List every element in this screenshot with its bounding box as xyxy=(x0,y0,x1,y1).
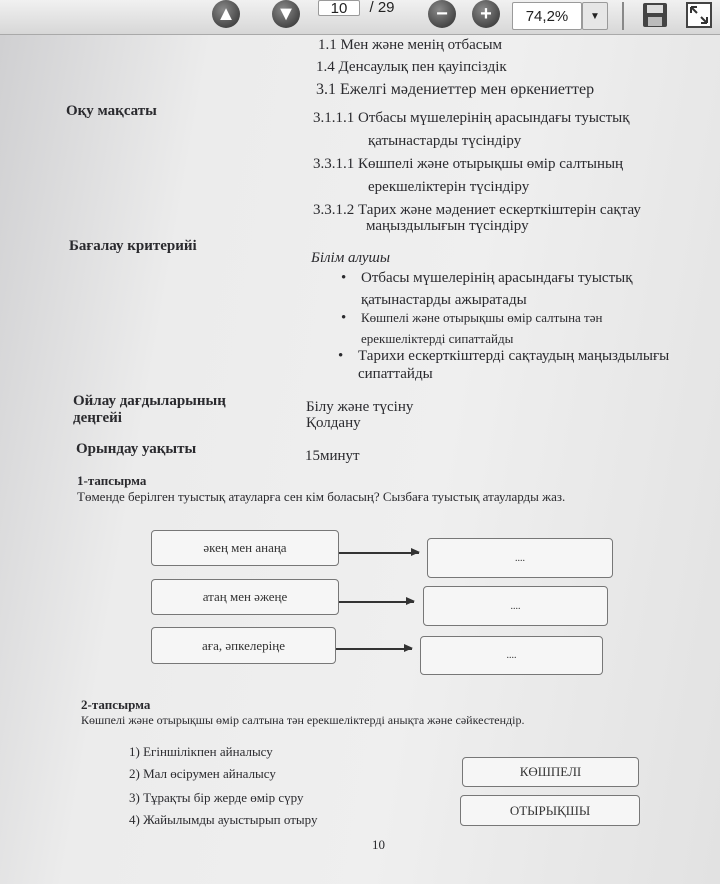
criteria-bullet xyxy=(361,270,633,287)
task2-title: 2-тапсырма xyxy=(81,697,151,712)
separator xyxy=(622,2,624,30)
task2-item: 2) Мал өсірумен айналысу xyxy=(129,766,276,781)
criteria-label: Бағалау критерийі xyxy=(69,238,197,254)
minus-icon: − xyxy=(436,2,448,25)
criteria-bullet xyxy=(361,310,602,326)
zoom-value: 74,2% xyxy=(525,7,569,25)
next-page-button[interactable] xyxy=(272,0,300,28)
kinship-answer-box[interactable] xyxy=(427,538,613,578)
task2-text: Көшпелі және отырықшы өмір салтына тән ерекшеліктерді анықта және сәйкестендір. xyxy=(81,713,525,727)
arrow xyxy=(339,552,419,554)
time-value: 15минут xyxy=(305,448,360,464)
expand-icon xyxy=(686,2,712,28)
kinship-prompt-text: әкең мен анаңа xyxy=(203,540,287,555)
arrow xyxy=(339,601,414,603)
objective-line: ерекшеліктерін түсіндіру xyxy=(368,179,530,195)
kinship-prompt-text: атаң мен әжеңе xyxy=(202,589,288,604)
objectives-label: Оқу мақсаты xyxy=(66,103,157,119)
total-pages xyxy=(362,0,402,14)
zoom-dropdown-button[interactable] xyxy=(582,2,608,30)
section-item: 1.1 Мен және менің отбасым xyxy=(318,37,503,53)
thinking-label: Ойлау дағдыларының xyxy=(73,393,226,409)
objective-line: 3.1.1.1 Отбасы мүшелерінің арасындағы туыстық xyxy=(313,110,630,126)
zoom-in-button[interactable] xyxy=(472,0,500,28)
kinship-prompt-text: аға, әпкелеріңе xyxy=(202,637,285,653)
kinship-answer-placeholder: .... xyxy=(515,552,525,564)
criteria-line: қатынастарды ажыратады xyxy=(361,292,527,308)
kinship-answer-box[interactable] xyxy=(423,586,608,626)
thinking-value: Білу және түсіну xyxy=(306,399,414,415)
criteria-line: Тарихи ескерткіштерді сақтаудың маңыздылығы xyxy=(358,348,670,364)
fullscreen-button[interactable] xyxy=(684,0,714,30)
chevron-down-icon: ▼ xyxy=(590,10,600,22)
criteria-line: сипаттайды xyxy=(358,366,433,382)
kinship-prompt-box xyxy=(151,579,339,615)
page-number-input[interactable] xyxy=(318,0,360,16)
zoom-out-button[interactable] xyxy=(428,0,456,28)
objective-line: 3.3.1.1 Көшпелі және отырықшы өмір салтының xyxy=(313,156,624,172)
nomadic-label: КӨШПЕЛІ xyxy=(519,764,582,779)
criteria-intro: Білім алушы xyxy=(311,250,391,266)
zoom-input[interactable] xyxy=(512,2,582,30)
objective-line: 3.3.1.2 Тарих және мәдениет ескерткіштерін сақтау xyxy=(313,202,641,218)
task2-item: 4) Жайылымды ауыстырып отыру xyxy=(129,812,318,827)
criteria-line: Көшпелі және отырықшы өмір салтына тән xyxy=(361,310,603,325)
viewer-toolbar xyxy=(0,0,720,35)
thinking-value: Қолдану xyxy=(306,415,361,431)
criteria-bullet xyxy=(358,348,669,365)
criteria-line: ерекшеліктерді сипаттайды xyxy=(361,331,514,346)
task2-item: 3) Тұрақты бір жерде өмір сүру xyxy=(129,790,304,805)
task1-text: Төменде берілген туыстық атауларға сен кім боласың? Сызбаға туыстық атауларды жаз. xyxy=(77,489,566,504)
kinship-answer-placeholder: .... xyxy=(510,600,521,612)
thinking-label: деңгейі xyxy=(73,410,122,426)
nomadic-box[interactable] xyxy=(462,757,639,787)
sedentary-label: ОТЫРЫҚШЫ xyxy=(509,802,591,818)
total-pages-text: / 29 xyxy=(369,0,395,16)
objective-line: қатынастарды түсіндіру xyxy=(368,133,522,149)
kinship-prompt-box xyxy=(151,530,339,566)
current-page-value: 10 xyxy=(330,0,348,17)
kinship-answer-box[interactable] xyxy=(420,636,603,675)
sedentary-box[interactable] xyxy=(460,795,640,826)
section-item: 1.4 Денсаулық пен қауіпсіздік xyxy=(316,59,507,75)
time-label: Орындау уақыты xyxy=(76,441,197,457)
criteria-line: Отбасы мүшелерінің арасындағы туыстық xyxy=(361,270,633,286)
save-button[interactable] xyxy=(640,0,670,30)
arrow xyxy=(336,648,412,650)
prev-page-button[interactable] xyxy=(212,0,240,28)
page-number: 10 xyxy=(372,837,385,852)
kinship-prompt-box xyxy=(151,627,336,664)
task1-title: 1-тапсырма xyxy=(77,473,147,488)
arrow-up-icon: ▲ xyxy=(216,2,236,25)
section-item: 3.1 Ежелгі мәдениеттер мен өркениеттер xyxy=(316,81,595,98)
objective-line: маңыздылығын түсіндіру xyxy=(366,218,529,234)
task2-item: 1) Егіншілікпен айналысу xyxy=(129,744,273,759)
arrow-down-icon: ▼ xyxy=(276,2,296,25)
kinship-answer-placeholder: .... xyxy=(506,650,517,661)
floppy-disk-icon xyxy=(642,2,668,28)
plus-icon: + xyxy=(480,2,492,25)
